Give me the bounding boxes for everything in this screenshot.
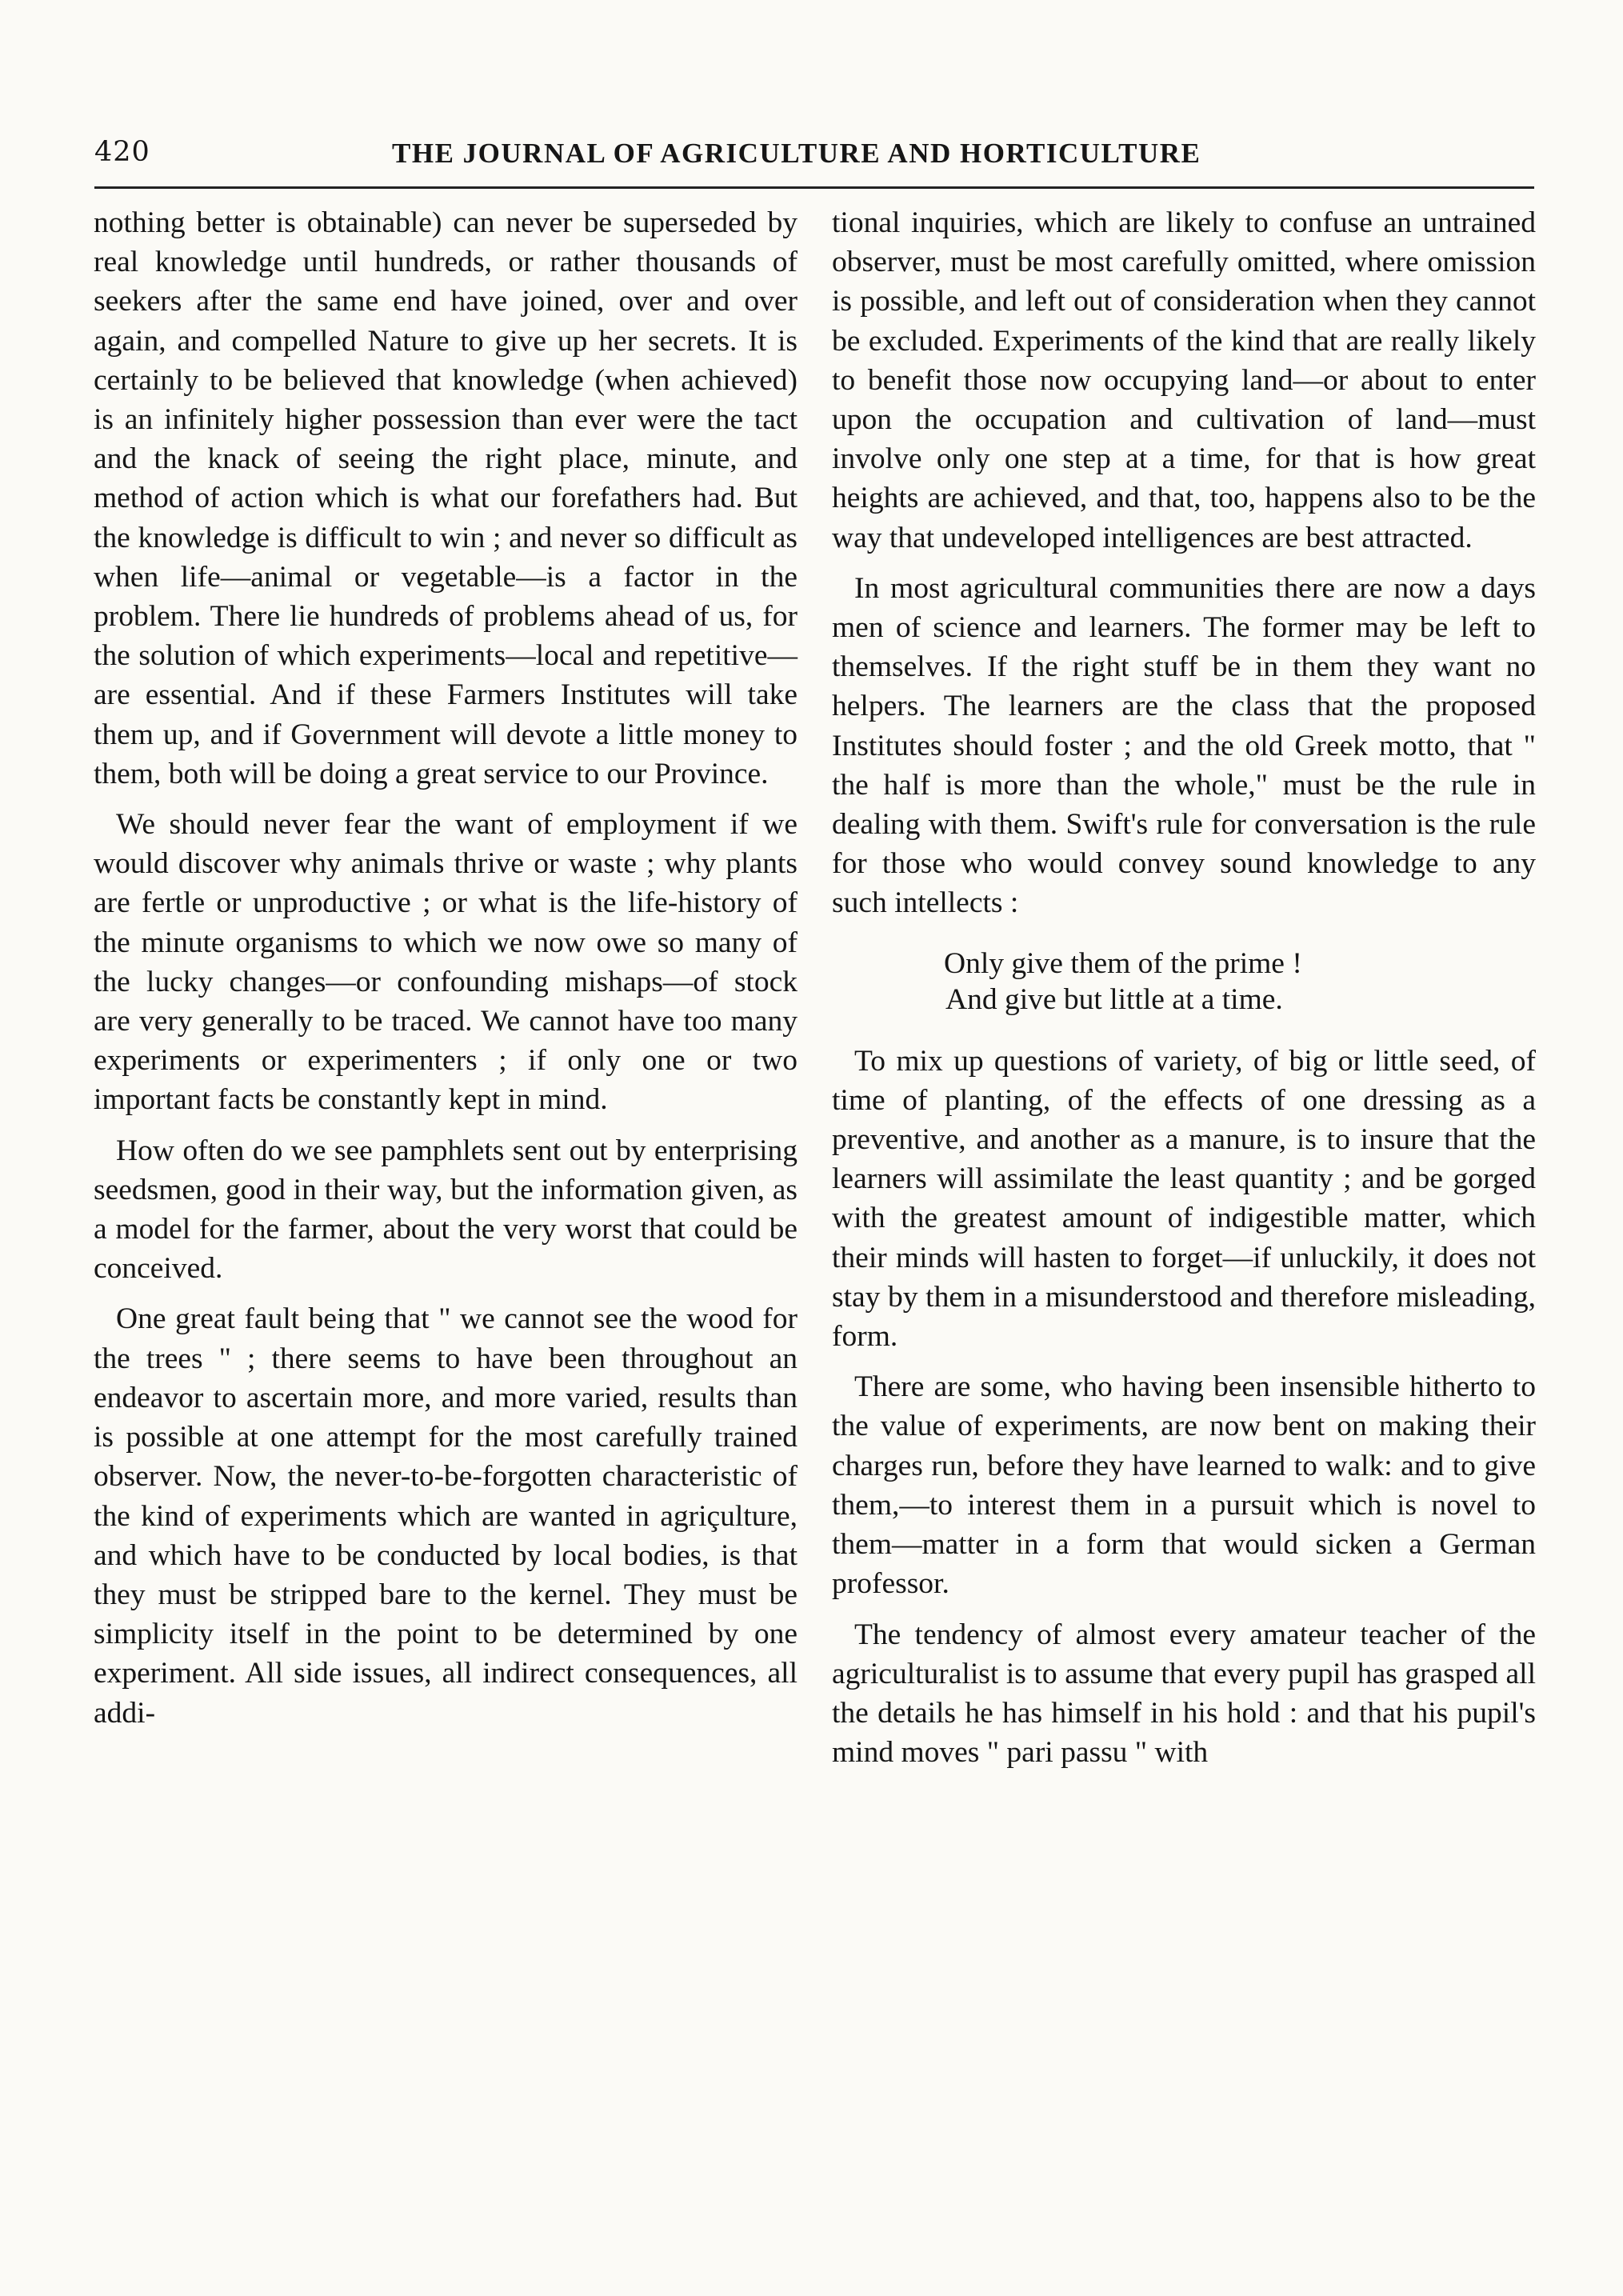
paragraph: There are some, who having been insensible hitherto to the value of experiments, are now bent on making their charges run, before they have learned to walk: and to give them,—to interest them in a pursuit which is novel to them—matter in a form that would sicken a German professor. — [832, 1370, 1536, 1601]
verse-line: And give but little at a time. — [945, 982, 1283, 1016]
page-number: 420 — [94, 136, 150, 168]
paragraph: To mix up questions of variety, of big or little seed, of time of planting, of the effects of one dressing as a preventive, and another as a manure, is to insure that the learners will assimilate the least quantity ; and be gorged with the greatest amount of indigestible matter, which their minds will hasten to forget—if unluckily, it does not stay by them in a misunderstood and therefore misleading, form. — [832, 1044, 1536, 1354]
paragraph: tional inquiries, which are likely to confuse an untrained observer, must be most carefully omitted, where omission is possible, and left out of consideration when they cannot be excluded. Experiments of the kind that are really likely to benefit those now occupying land—or about to enter upon the occupation and cultivation of land—must involve only one step at a time, for that is how great heights are achieved, and that, too, happens also to be the way that undeveloped intelligences are best attracted. — [832, 206, 1536, 554]
paragraph: In most agricultural communities there are now a days men of science and learners. The former may be left to themselves. If the right stuff be in them they want no helpers. The learners are the class that the proposed Institutes should foster ; and the old Greek motto, that " the half is more than the whole," must be the rule in dealing with them. Swift's rule for conversation is the rule for those who would convey sound knowledge to any such intellects : — [832, 571, 1536, 920]
paragraph: We should never fear the want of employment if we would discover why animals thrive or waste ; why plants are fertle or unproductive ; or what is the life-history of the minute organisms to which we now owe so many of the lucky changes—or confounding mishaps—of stock are very generally to be traced. We cannot have too many experiments or experimenters ; if only one or two important facts be constantly kept in mind. — [94, 808, 798, 1117]
verse-line: Only give them of the prime ! — [944, 946, 1302, 980]
paragraph: nothing better is obtainable) can never be superseded by real knowledge until hundreds, or rather thousands of seekers after the same end have joined, over and over again, and compelled Nature to give up her secrets. It is certainly to be believed that knowledge (when achieved) is an infinitely higher possession than ever were the tact and the knack of seeing the right place, minute, and method of action which is what our forefathers had. But the knowledge is difficult to win ; and never so difficult as when life—animal or vegetable—is a factor in the problem. There lie hundreds of problems ahead of us, for the solution of which experiments—local and repetitive—are essential. And if these Farmers Institutes will take them up, and if Government will devote a little money to them, both will be doing a great service to our Province. — [94, 206, 798, 790]
journal-title: THE JOURNAL OF AGRICULTURE AND HORTICULTURE — [392, 138, 1201, 169]
running-header — [94, 136, 1534, 181]
verse-quotation — [832, 946, 1536, 1018]
paragraph: One great fault being that " we cannot see the wood for the trees " ; there seems to have been throughout an endeavor to ascertain more, and more varied, results than is possible at one attempt for the most carefully trained observer. Now, the never-to-be-forgotten characteristic of the kind of experiments which are wanted in agriçulture, and which have to be conducted by local bodies, is that they must be stripped bare to the kernel. They must be simplicity itself in the point to be determined by one experiment. All side issues, all indirect consequences, all addi- — [94, 1302, 798, 1730]
right-column — [832, 203, 1536, 1783]
paragraph: How often do we see pamphlets sent out by enterprising seedsmen, good in their way, but the information given, as a model for the farmer, about the very worst that could be conceived. — [94, 1134, 798, 1286]
paragraph: The tendency of almost every amateur teacher of the agriculturalist is to assume that every pupil has grasped all the details he has himself in his hold : and that his pupil's mind moves " pari passu " with — [832, 1618, 1536, 1770]
left-column — [94, 203, 798, 1744]
header-rule — [94, 186, 1534, 189]
